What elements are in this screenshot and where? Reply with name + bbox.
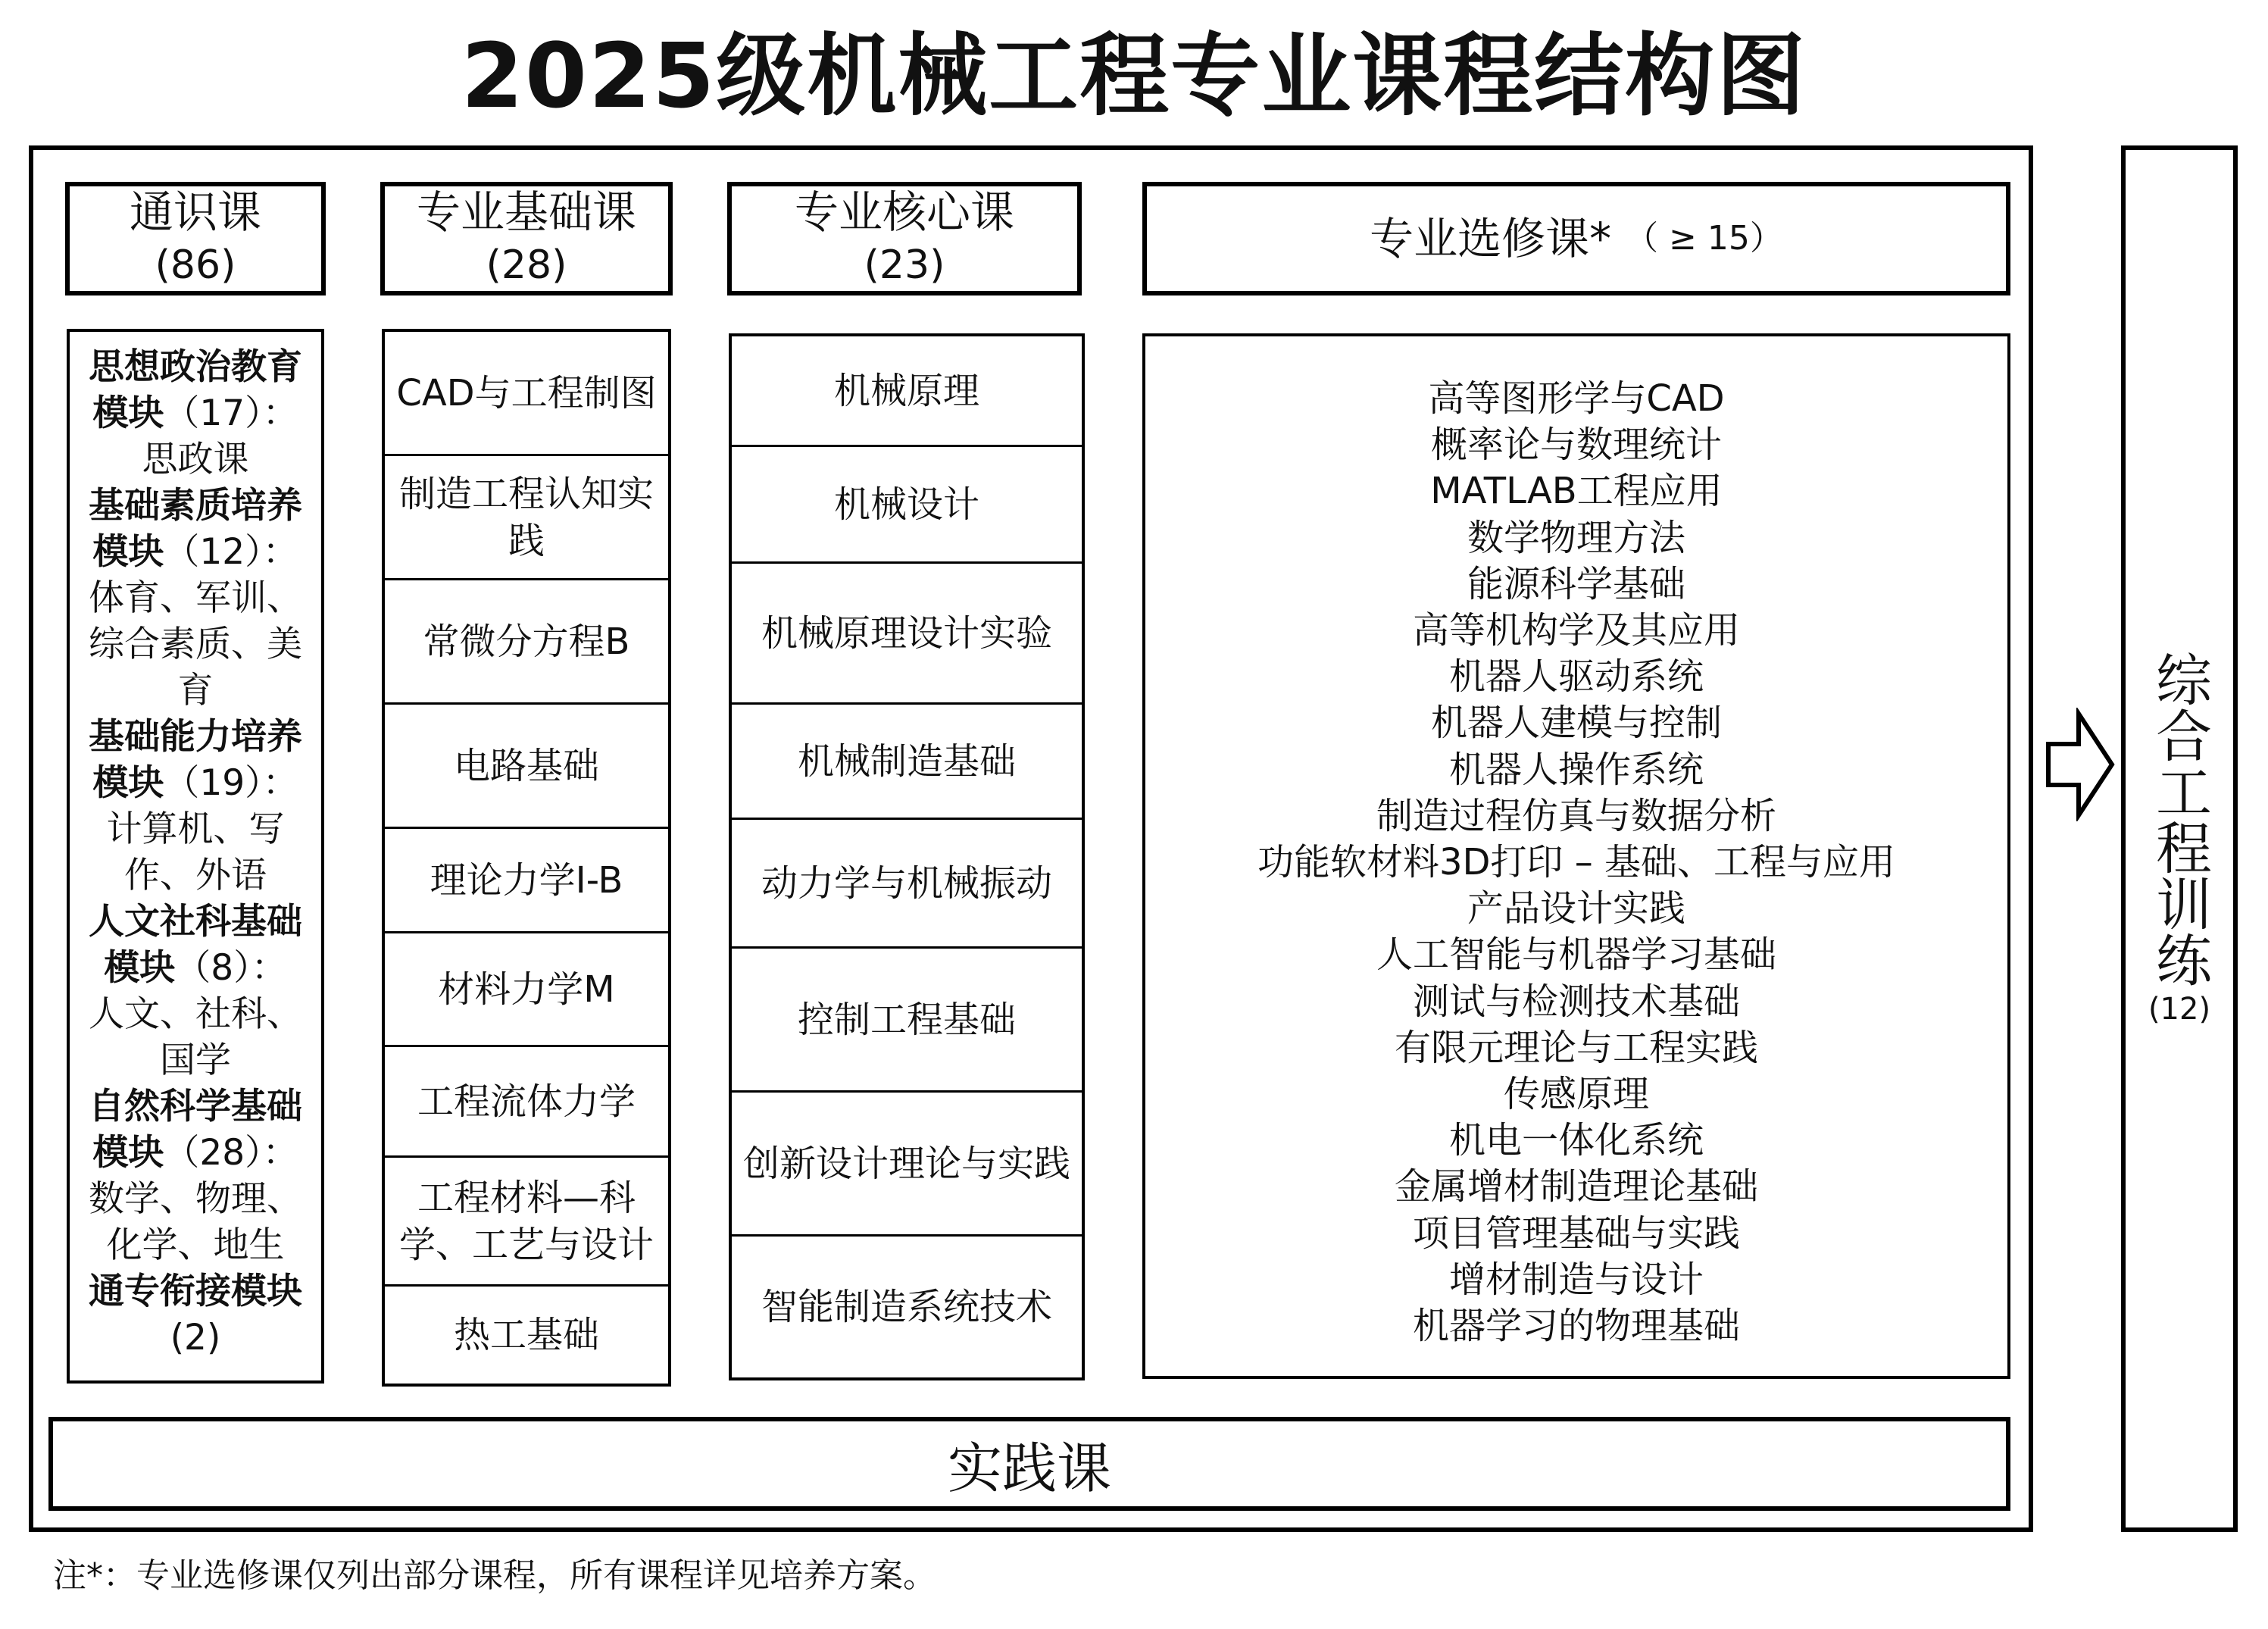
module-name: 自然科学基础模块 <box>89 1086 302 1174</box>
hollow-right-arrow-icon <box>2044 708 2116 821</box>
elective-course: 机器人驱动系统 <box>1448 655 1704 699</box>
training-credits: (12) <box>2148 992 2211 1027</box>
module-name: 基础素质培养模块 <box>89 485 302 573</box>
elective-course: MATLAB工程应用 <box>1430 470 1723 513</box>
elective-course: 制造过程仿真与数据分析 <box>1376 794 1776 837</box>
core-course: 动力学与机械振动 <box>732 820 1082 949</box>
module-content: 体育、军训、综合素质、美育 <box>89 577 302 711</box>
general-credits: (86) <box>155 242 236 288</box>
module-name: 通专衔接模块 <box>89 1271 302 1312</box>
elective-course: 机器学习的物理基础 <box>1412 1305 1740 1348</box>
core-course: 机械设计 <box>732 447 1082 564</box>
elective-course: 概率论与数理统计 <box>1430 424 1722 467</box>
core-course: 机械制造基础 <box>732 705 1082 820</box>
elective-course: 机器人建模与控制 <box>1430 702 1722 745</box>
module-credits: （17）： <box>164 392 298 434</box>
module-credits: （12）： <box>164 531 298 573</box>
elective-course: 数学物理方法 <box>1467 516 1685 559</box>
core-header <box>727 182 1082 295</box>
foundation-course: 工程材料—科学、工艺与设计 <box>385 1158 668 1287</box>
core-course: 智能制造系统技术 <box>761 1286 1052 1328</box>
elective-course: 高等图形学与CAD <box>1428 377 1725 420</box>
core-credits: (23) <box>864 242 945 288</box>
elective-course: 金属增材制造理论基础 <box>1394 1165 1758 1208</box>
elective-course: 功能软材料3D打印 – 基础、工程与应用 <box>1257 841 1896 884</box>
elective-course: 增材制造与设计 <box>1448 1258 1704 1301</box>
elective-credits: （ ≥ 15） <box>1625 219 1783 258</box>
general-name: 通识课 <box>129 186 261 238</box>
general-module <box>76 1268 315 1361</box>
elective-courses <box>1142 333 2010 1379</box>
general-module <box>76 899 315 1083</box>
foundation-courses <box>382 329 671 1387</box>
general-header <box>65 182 326 295</box>
module-content: 数学、物理、化学、地生 <box>89 1178 302 1266</box>
module-name: 人文社科基础模块 <box>89 901 302 989</box>
general-modules <box>67 329 324 1384</box>
elective-course: 高等机构学及其应用 <box>1412 609 1740 652</box>
core-course: 创新设计理论与实践 <box>732 1093 1082 1237</box>
general-module <box>76 344 315 483</box>
foundation-course: 工程流体力学 <box>385 1047 668 1158</box>
general-module <box>76 714 315 899</box>
module-credits: （19）： <box>164 762 298 804</box>
core-courses <box>729 333 1085 1380</box>
practice-label: 实践课 <box>947 1437 1111 1500</box>
module-content: 计算机、写作、外语 <box>106 808 285 896</box>
foundation-credits: (28) <box>486 242 567 288</box>
foundation-course: 常微分方程B <box>385 580 668 705</box>
core-name: 专业核心课 <box>794 186 1014 238</box>
practice-bar <box>48 1417 2010 1511</box>
page-title: 2025级机械工程专业课程结构图 <box>461 23 1807 128</box>
training-name: 综合工程训练 <box>2147 651 2212 987</box>
foundation-course: 理论力学I-B <box>385 829 668 933</box>
foundation-header <box>380 182 673 295</box>
elective-course: 传感原理 <box>1503 1073 1649 1116</box>
core-course: 控制工程基础 <box>732 949 1082 1093</box>
core-course: 机械原理 <box>732 336 1082 447</box>
training-box <box>2121 145 2238 1532</box>
elective-course: 项目管理基础与实践 <box>1412 1212 1740 1255</box>
foundation-course: 热工基础 <box>453 1314 599 1356</box>
module-credits: （28）： <box>164 1132 298 1174</box>
elective-course: 产品设计实践 <box>1467 887 1685 930</box>
elective-course: 人工智能与机器学习基础 <box>1376 933 1776 977</box>
foundation-course: CAD与工程制图 <box>385 332 668 456</box>
module-name: 基础能力培养模块 <box>89 716 302 804</box>
general-module <box>76 483 315 714</box>
elective-name: 专业选修课* <box>1370 213 1612 264</box>
elective-header <box>1142 182 2010 295</box>
elective-course: 测试与检测技术基础 <box>1412 980 1740 1023</box>
module-credits: （8）： <box>175 947 287 989</box>
module-name: 思想政治教育模块 <box>89 346 302 434</box>
foundation-course: 制造工程认知实践 <box>385 456 668 580</box>
elective-course: 能源科学基础 <box>1467 562 1685 605</box>
module-credits: (2) <box>170 1317 221 1359</box>
elective-course: 机器人操作系统 <box>1448 748 1704 791</box>
general-module <box>76 1083 315 1268</box>
foundation-course: 材料力学M <box>385 933 668 1047</box>
elective-course: 有限元理论与工程实践 <box>1394 1026 1758 1069</box>
core-course: 机械原理设计实验 <box>732 564 1082 705</box>
foundation-name: 专业基础课 <box>416 186 636 238</box>
footnote: 注*：专业选修课仅列出部分课程，所有课程详见培养方案。 <box>53 1556 936 1595</box>
module-content: 人文、社科、国学 <box>89 993 302 1081</box>
elective-course: 机电一体化系统 <box>1448 1119 1704 1162</box>
foundation-course: 电路基础 <box>385 705 668 829</box>
module-content: 思政课 <box>142 439 249 480</box>
